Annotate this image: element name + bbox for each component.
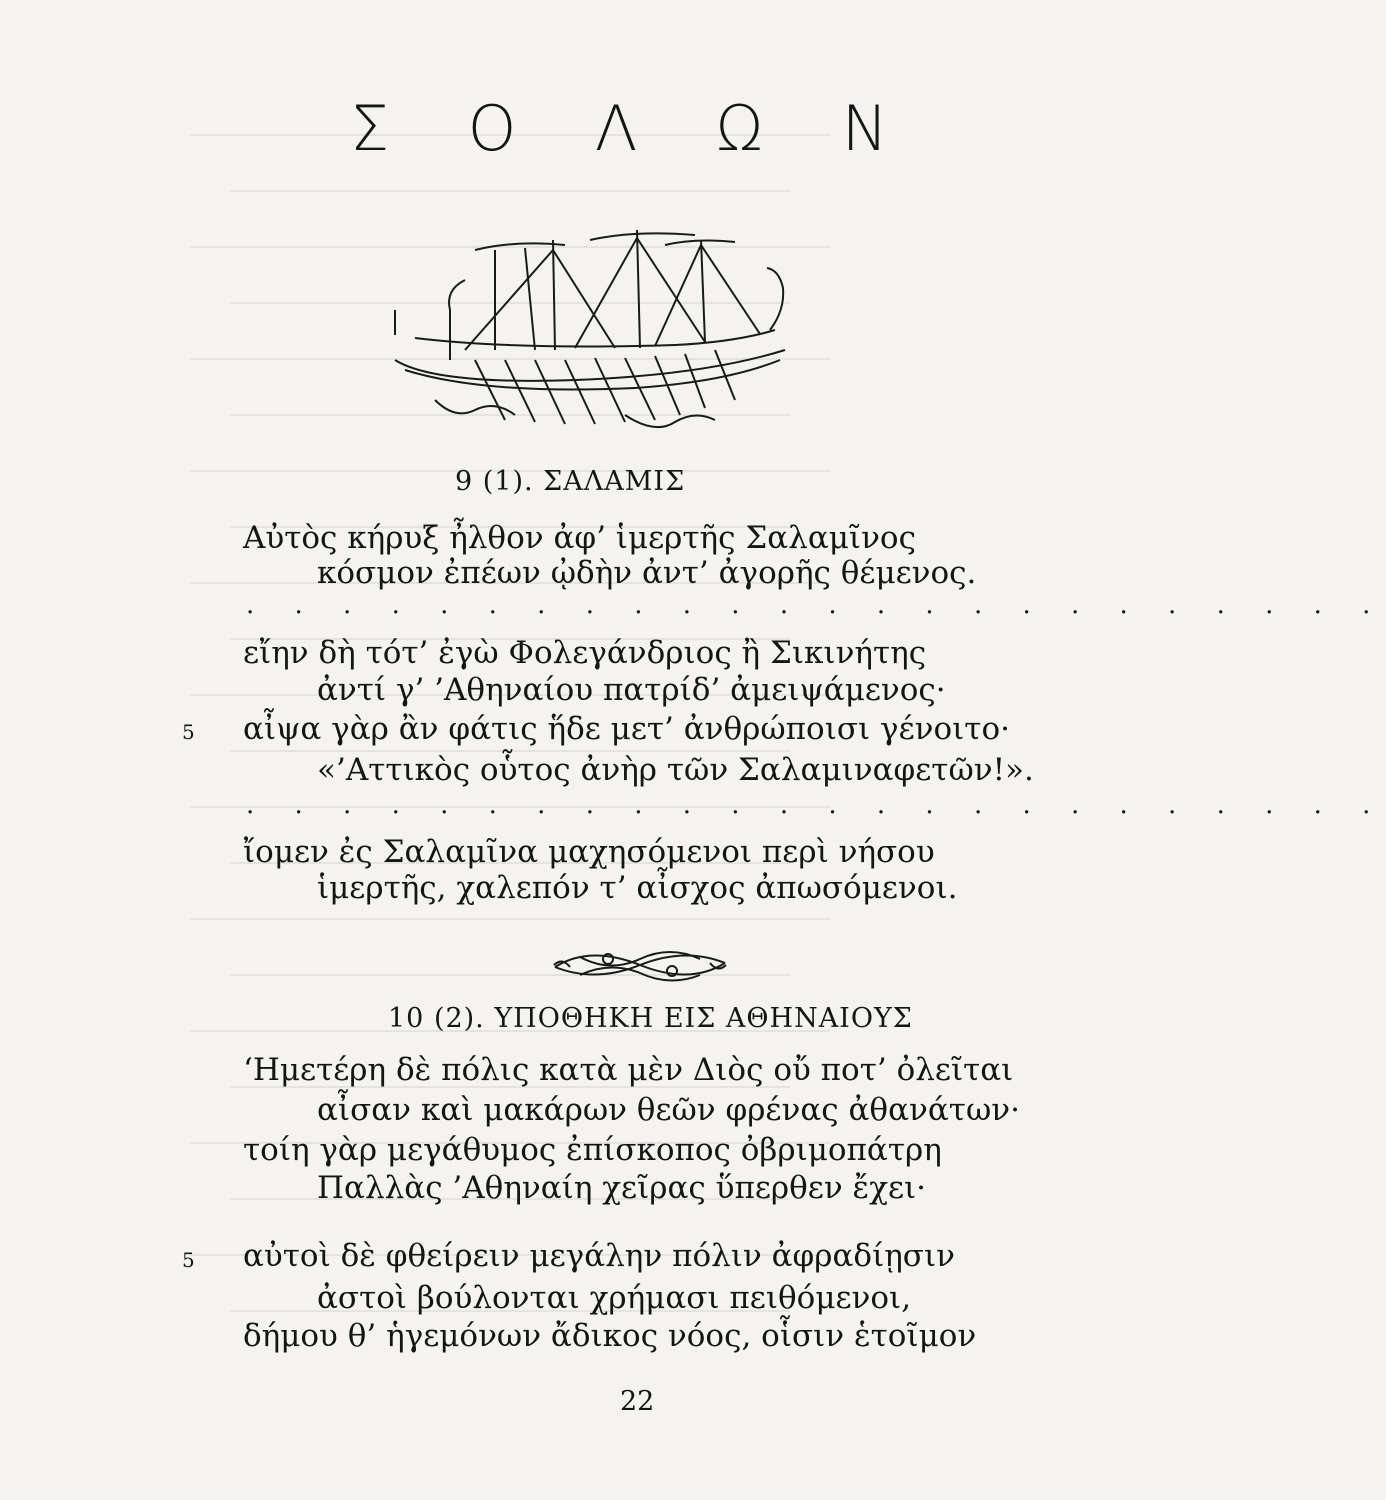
verse-line: Παλλὰς ’Αθηναίη χεῖρας ὕπερθεν ἔχει· bbox=[317, 1170, 927, 1206]
verse-line: ἴομεν ἐς Σαλαμῖνα μαχησόμενοι περὶ νήσου bbox=[243, 834, 935, 870]
line-number: 5 bbox=[182, 1248, 195, 1272]
line-number: 5 bbox=[182, 720, 195, 744]
ornament-flourish bbox=[550, 935, 730, 995]
verse-line: αὐτοὶ δὲ φθείρειν μεγάλην πόλιν ἀφραδίῃσιν bbox=[243, 1238, 955, 1274]
section-heading: 9 (1). ΣΑΛΑΜΙΣ bbox=[455, 466, 686, 497]
decorative-title bbox=[350, 92, 890, 165]
verse-line: δήμου θ’ ἡγεμόνων ἄδικος νόος, οἷσιν ἑτοῖμον bbox=[243, 1318, 977, 1354]
verse-line: ἀστοὶ βούλονται χρήμασι πειθόμενοι, bbox=[317, 1280, 912, 1316]
title-letter: Λ bbox=[594, 92, 640, 165]
verse-line: ἱμερτῆς, χαλεπόν τ’ αἶσχος ἀπωσόμενοι. bbox=[317, 870, 958, 906]
verse-line: τοίη γὰρ μεγάθυμος ἐπίσκοπος ὀβριμοπάτρη bbox=[243, 1132, 942, 1168]
verse-line: εἴην δὴ τότ’ ἐγὼ Φολεγάνδριος ἢ Σικινήτης bbox=[243, 635, 927, 671]
title-letter: Ω bbox=[715, 92, 766, 165]
verse-line: αἶψα γὰρ ἂν φάτις ἥδε μετ’ ἀνθρώποισι γένοιτο· bbox=[243, 711, 1010, 747]
title-letter: Σ bbox=[350, 92, 392, 165]
verse-line: αἶσαν καὶ μακάρων θεῶν φρένας ἀθανάτων· bbox=[317, 1092, 1020, 1128]
verse-line: ἀντί γ’ ’Αθηναίου πατρίδ’ ἀμειψάμενος· bbox=[317, 672, 946, 708]
section-heading: 10 (2). ΥΠΟΘΗΚΗ ΕΙΣ ΑΘΗΝΑΙΟΥΣ bbox=[388, 1003, 913, 1034]
ship-illustration bbox=[375, 210, 805, 450]
verse-line: Αὐτὸς κήρυξ ἦλθον ἀφ’ ἱμερτῆς Σαλαμῖνος bbox=[243, 520, 916, 556]
lacuna-dots: . . . . . . . . . . . . . . . . . . . . . . . . bbox=[246, 790, 1386, 820]
verse-line: κόσμον ἐπέων ᾠδὴν ἀντ’ ἀγορῆς θέμενος. bbox=[317, 555, 977, 591]
verse-line: ‘Ημετέρη δὲ πόλις κατὰ μὲν Διὸς οὔ ποτ’ ὀλεῖται bbox=[243, 1052, 1014, 1088]
page-number: 22 bbox=[620, 1386, 655, 1417]
verse-line: «’Αττικὸς οὗτος ἀνὴρ τῶν Σαλαμιναφετῶν!». bbox=[317, 752, 1034, 788]
title-letter: Ν bbox=[841, 92, 890, 165]
title-letter: Ο bbox=[467, 92, 519, 165]
lacuna-dots: . . . . . . . . . . . . . . . . . . . . . . . . bbox=[246, 590, 1386, 620]
